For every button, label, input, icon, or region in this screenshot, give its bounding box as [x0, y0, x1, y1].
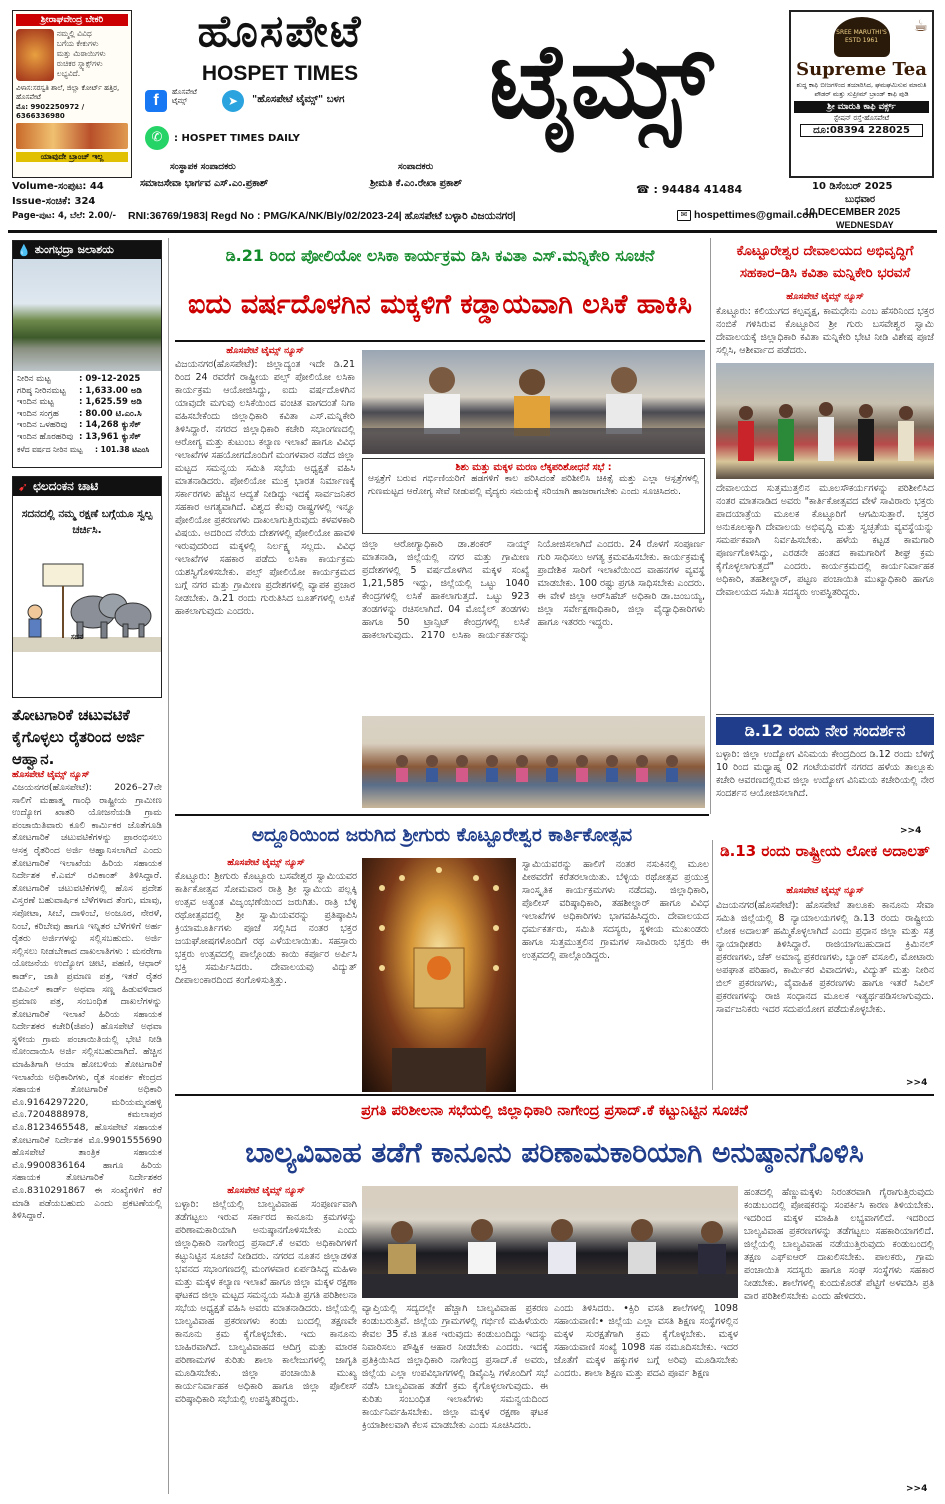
- lead-quote-body: ಆಸ್ಪತ್ರೆಗೆ ಬರುವ ಗರ್ಭಿಣಿಯರಿಗೆ ಹಡಗಳಿಗೆ ಕಾಲ ಪರಿಸಿದಂತೆ ಪರಿಶೀಲಿಸಿ ಚಿಕಿತ್ಸೆ ಮತ್ತು ಎಲ್ಲಾ ಆಸ್ಪತ್ರೆಗಳಲ್ಲಿ ಗುಣಮಟ್ಟದ ಆರೋಗ್ಯ ಸೇವೆ ನೀಡುವಲ್ಲಿ ವೈದ್ಯರು ಸಮಯಕ್ಕೆ ಸರಿಯಾಗಿ ಹಾಜರಾಗಬೇಕು ಎಂದು ಸೂಚಿಸಿದರು.: [368, 473, 699, 497]
- pages-price: Page-ಪುಟ: 4, ಬೆಲೆ: 2.00/-: [12, 211, 117, 221]
- telegram-icon[interactable]: ➤: [222, 90, 244, 112]
- bottom-headline: ಬಾಲ್ಯವಿವಾಹ ತಡೆಗೆ ಕಾನೂನು ಪರಿಣಾಮಕಾರಿಯಾಗಿ ಅನುಷ್ಠಾನಗೊಳಿಸಿ: [245, 1136, 864, 1169]
- left-story-headline: ತೋಟಗಾರಿಕೆ ಚಟುವಟಿಕೆ ಕೈಗೊಳ್ಳಲು ರೈತರಿಂದ ಅರ್ಜಿ ಆಹ್ವಾನ.: [12, 706, 145, 768]
- cartoon-title: [13, 477, 161, 496]
- lead-photo-hall: [362, 716, 705, 808]
- editor-name: ಶ್ರೀಮತಿ ಕೆ.ಎಂ.ರೇಖಾ ಪ್ರಕಾಶ್: [370, 178, 463, 189]
- founder-label: ಸಂಸ್ಥಾಪಕ ಸಂಪಾದಕರು: [170, 162, 236, 172]
- tea-address: ಸ್ಟೇಷನ್ ರಸ್ತೆ-ಹೊಸಪೇಟೆ: [833, 114, 890, 122]
- bottom-top-rule: [175, 1094, 934, 1096]
- festival-top-rule: [175, 814, 709, 816]
- dam-value: : 80.00 ಟಿ.ಎಂ.ಸಿ: [79, 408, 142, 419]
- cartoon-sign-text: ಸದನ: [70, 633, 84, 641]
- right-top-photo-temple: [716, 363, 934, 479]
- left-story: [12, 704, 162, 1494]
- lead-photo-meeting: [362, 350, 705, 454]
- cartoon-box: [12, 476, 162, 698]
- dam-label: ಇಂದಿನ ಸಂಗ್ರಹ: [17, 408, 59, 419]
- lead-story-col2: ಜಿಲ್ಲಾ ಆರೋಗ್ಯಾಧಿಕಾರಿ ಡಾ.ಶಂಕರ್ ನಾಯ್ಕ್ ಮಾತನಾಡಿ, ಜಿಲ್ಲೆಯಲ್ಲಿ ನಗರ ಮತ್ತು ಗ್ರಾಮೀಣ ಪ್ರದೇಶಗಳಲ್ಲಿ 5 ವರ್ಷದೊಳಗಿನ ಮಕ್ಕಳ ಸಂಖ್ಯೆ 1,21,585 ಇದ್ದು, ಜಿಲ್ಲೆಯಲ್ಲಿ ಒಟ್ಟು 1040 ಕೇಂದ್ರಗಳಲ್ಲಿ ಲಸಿಕೆ ಹಾಕಲಾಗುತ್ತದೆ. ಒಟ್ಟು 923 ತಂಡಗಳನ್ನು ರಚಿಸಲಾಗಿದೆ. 04 ಮೊಬೈಲ್ ತಂಡಗಳು ಹಾಗೂ 50 ಟ್ರಾನ್ಸಿಟ್ ಕೇಂದ್ರಗಳಲ್ಲಿ ಲಸಿಕೆ ಹಾಕಲಾಗುವುದು. 2170 ಲಸಿಕಾ ಕಾರ್ಯಕರ್ತರನ್ನು ನಿಯೋಜಿಸಲಾಗಿದೆ ಎಂದರು. 24 ರೊಳಗೆ ಸಂಪೂರ್ಣ ಗುರಿ ಸಾಧಿಸಲು ಅಗತ್ಯ ಕ್ರಮವಹಿಸಬೇಕು. ಕಾರ್ಯಕ್ರಮಕ್ಕೆ ಪ್ರಾದೇಶಿಕ ಸಾರಿಗೆ ಇಲಾಖೆಯಿಂದ ವಾಹನಗಳ ವ್ಯವಸ್ಥೆ ಮಾಡಬೇಕು. 100 ರಷ್ಟು ಪ್ರಗತಿ ಸಾಧಿಸಬೇಕು ಎಂದರು. ಈ ವೇಳೆ ಜಿಲ್ಲಾ ಆರ್‌ಸಿಹೆಚ್ ಅಧಿಕಾರಿ ಡಾ.ಜಂಬಯ್ಯ, ಜಿಲ್ಲಾ ಸರ್ವೇಕ್ಷಣಾಧಿಕಾರಿ, ಜಿಲ್ಲಾ ವೈದ್ಯಾಧಿಕಾರಿಗಳು ಹಾಗೂ ಇತರರು ಇದ್ದರು.: [362, 539, 705, 641]
- reg-line: RNI:36769/1983| Regd No : PMG/KA/NK/Bly/02/2023-24| ಹೊಸಪೇಟೆ ಬಳ್ಳಾರಿ ವಿಜಯನಗರ|: [128, 210, 516, 222]
- bottom-kicker: ಪ್ರಗತಿ ಪರಿಶೀಲನಾ ಸಭೆಯಲ್ಲಿ ಜಿಲ್ಲಾಧಿಕಾರಿ ನಾಗೇಂದ್ರ ಪ್ರಸಾದ್.ಕೆ ಕಟ್ಟುನಿಟ್ಟಿನ ಸೂಚನೆ: [361, 1103, 748, 1119]
- date-kannada: 10 ಡಿಸೆಂಬರ್ 2025: [812, 181, 893, 192]
- tea-brand: Supreme Tea: [796, 59, 927, 80]
- volume: Volume-ಸಂಪುಟ: 44: [12, 181, 104, 192]
- bottom-story-col4: ಹಂತದಲ್ಲಿ ಹೆಣ್ಣುಮಕ್ಕಳು ನಿರಂತರವಾಗಿ ಗೈರಾಗುತ್ತಿರುವುದು ಕಂಡುಬಂದಲ್ಲಿ ಪೋಷಕರನ್ನು ಸಂಪರ್ಕಿಸಿ ಕಾರಣ ತಿಳಿಯಬೇಕು. ಇದರಿಂದ ಮಕ್ಕಳ ಮಾಹಿತಿ ಲಭ್ಯವಾಗಲಿದೆ. ಇದರಿಂದ ಬಾಲ್ಯವಿವಾಹ ಪ್ರಕರಣಗಳನ್ನು ತಡೆಗಟ್ಟಲು ಸಹಕಾರಿಯಾಗಲಿದೆ. ಜಿಲ್ಲೆಯಲ್ಲಿ ಬಾಲ್ಯವಿವಾಹ ನಡೆಯುತ್ತಿರುವುದು ಕಂಡುಬಂದಲ್ಲಿ ತಕ್ಷಣ ಎಫ್‌ಐಆರ್ ದಾಖಲಿಸಬೇಕು. ಪಾಲಕರು, ಗ್ರಾಮ ಪಂಚಾಯಿತಿ ಸದಸ್ಯರು ಹಾಗೂ ಸಂಘ ಸಂಸ್ಥೆಗಳು ಸಹಕಾರ ನೀಡಬೇಕು. ಶಾಲೆಗಳಲ್ಲಿ ಕುಂದುಕೊರತೆ ಪೆಟ್ಟಿಗೆ ಅಳವಡಿಸಿ ಪ್ರತಿ ವಾರ ಪರಿಶೀಲಿಸಬೇಕು ಎಂದು ಹೇಳಿದರು.: [744, 1187, 934, 1302]
- editor-label: ಸಂಪಾದಕರು: [398, 162, 434, 172]
- whatsapp-text: : HOSPET TIMES DAILY: [174, 133, 300, 144]
- dam-label: ಇಂದಿನ ಮಟ್ಟ: [17, 397, 54, 408]
- festival-story-col1: ಕೊಟ್ಟೂರು: ಶ್ರೀಗುರು ಕೊಟ್ಟೂರು ಬಸವೇಶ್ವರ ಸ್ವಾಮಿಯವರ ಕಾರ್ತಿಕೋತ್ಸವ ಸೋಮವಾರ ರಾತ್ರಿ ಶ್ರೀ ಸ್ವಾಮಿಯ ಪಲ್ಲಕ್ಕಿ ಉತ್ಸವ ಅತ್ಯಂತ ವಿಜೃಂಭಣೆಯಿಂದ ಜರುಗಿತು. ರಾತ್ರಿ ಬೆಳ್ಳಿ ರಥೋತ್ಸವದಲ್ಲಿ ಶ್ರೀ ಸ್ವಾಮಿಯವರನ್ನು ಪ್ರತಿಷ್ಠಾಪಿಸಿ ಕ್ರಿಯಾಮೂರ್ತಿಗಳು ಪೂಜೆ ಸಲ್ಲಿಸಿದ ನಂತರ ಭಕ್ತರ ಜಯಘೋಷಗಳೊಂದಿಗೆ ರಥ ಎಳೆಯಲಾಯಿತು. ಸಹಸ್ರಾರು ಭಕ್ತರು ಉತ್ಸವದಲ್ಲಿ ಪಾಲ್ಗೊಂಡು ಕಾಯಿ ಕರ್ಪೂರ ಅರ್ಪಿಸಿ ಭಕ್ತಿ ಸಮರ್ಪಿಸಿದರು. ದೇವಾಲಯವು ವಿದ್ಯುತ್ ದೀಪಾಲಂಕಾರದಿಂದ ಕಂಗೊಳಿಸುತ್ತಿತ್ತು.: [175, 871, 357, 986]
- lead-story-col1: ವಿಜಯನಗರ(ಹೊಸಪೇಟೆ): ಜಿಲ್ಲಾದ್ಯಂತ ಇದೇ ಡಿ.21 ರಿಂದ 24 ರವರೆಗೆ ರಾಷ್ಟ್ರೀಯ ಪಲ್ಸ್ ಪೋಲಿಯೋ ಲಸಿಕಾ ಕಾರ್ಯಕ್ರಮ ಆಯೋಜಿಸಿದ್ದು, ಐದು ವರ್ಷದೊಳಗಿನ ಯಾವುದೇ ಮಗುವು ಲಸಿಕೆಯಿಂದ ವಂಚಿತ ವಾಗದಂತೆ ನಿಗಾ ವಹಿಸಬೇಕೆಂದು ಜಿಲ್ಲಾಧಿಕಾರಿ ಕವಿತಾ ಎಸ್.ಮನ್ನಿಕೇರಿ ತಿಳಿಸಿದ್ದಾರೆ. ನಗರದ ಜಿಲ್ಲಾಧಿಕಾರಿ ಕಚೇರಿ ಸಭಾಂಗಣದಲ್ಲಿ ಆರೋಗ್ಯ ಮತ್ತು ಕುಟುಂಬ ಕಲ್ಯಾಣ ಇಲಾಖೆ ಹಾಗೂ ವಿವಿಧ ಇಲಾಖೆಗಳ ಸಹಯೋಗದೊಂದಿಗೆ ಮಂಗಳವಾರ ನಡೆದ ಜಿಲ್ಲಾ ಮಟ್ಟದ ಸಮನ್ವಯ ಸಮಿತಿ ಸಭೆಯ ಅಧ್ಯಕ್ಷತೆ ವಹಿಸಿ ಮಾತನಾಡಿದರು. ಪೋಲಿಯೋ ಮುಕ್ತ ಭಾರತ ನಿರ್ಮಾಣಕ್ಕೆ ಸರ್ಕಾರಗಳು ಹೆಚ್ಚಿನ ಆದ್ಯತೆ ನೀಡಿದ್ದು ಇದಕ್ಕೆ ಸಾರ್ವಜನಿಕರ ಸಹಕಾರ ಅಗತ್ಯವಾಗಿದೆ. ವಿಶ್ವದ ಕೆಲವು ರಾಷ್ಟ್ರಗಳಲ್ಲಿ ಇನ್ನೂ ಪೋಲಿಯೋ ಪ್ರಕರಣಗಳು ದಾಖಲಾಗುತ್ತಿರುವುದು ಕಳವಳಕಾರಿ ವಿಷಯ. ಅದರಿಂದ ನೆರೆಯ ದೇಶಗಳಲ್ಲಿ ಪೋಲಿಯೋ ಹಾವಳಿ ಇರುವುದರಿಂದ ಮಕ್ಕಳಲ್ಲಿ ನಿರ್ಲಕ್ಷ್ಯ ಸಲ್ಲದು. ವಿವಿಧ ಇಲಾಖೆಗಳ ಸಹಕಾರ ಪಡೆದು ಲಸಿಕಾ ಕಾರ್ಯಕ್ರಮ ಯಶಸ್ವಿಗೊಳಿಸಬೇಕು. ಪಲ್ಸ್ ಪೋಲಿಯೋ ಕಾರ್ಯಕ್ರಮದ ಬಗ್ಗೆ ನಗರ ಮತ್ತು ಗ್ರಾಮೀಣ ಪ್ರದೇಶಗಳಲ್ಲಿ ವ್ಯಾಪಕ ಪ್ರಚಾರ ನೀಡಬೇಕು. ಡಿ.21 ರಂದು ಗುರುತಿಸಿದ ಬೂತ್‌ಗಳಲ್ಲಿ ಲಸಿಕೆ ಹಾಕಲಾಗುವುದು ಎಂದರು.: [175, 359, 355, 617]
- tea-brand-top: SREE MARUTHI'S: [836, 29, 887, 36]
- festival-headline: ಅದ್ದೂರಿಯಿಂದ ಜರುಗಿದ ಶ್ರೀಗುರು ಕೊಟ್ಟೂರೇಶ್ವರ ಕಾರ್ತಿಕೋತ್ಸವ: [251, 825, 633, 846]
- bottom-col1: [175, 1186, 357, 1494]
- bottom-story-col1: ಬಳ್ಳಾರಿ: ಜಿಲ್ಲೆಯಲ್ಲಿ ಬಾಲ್ಯವಿವಾಹ ಸಂಪೂರ್ಣವಾಗಿ ತಡೆಗಟ್ಟಲು ಇರುವ ಸರ್ಕಾರದ ಕಾನೂನು ಕ್ರಮಗಳನ್ನು ಪರಿಣಾಮಕಾರಿಯಾಗಿ ಅನುಷ್ಠಾನಗೊಳಿಸಬೇಕು ಎಂದು ಜಿಲ್ಲಾಧಿಕಾರಿ ನಾಗೇಂದ್ರ ಪ್ರಸಾದ್.ಕೆ ಅವರು ಅಧಿಕಾರಿಗಳಿಗೆ ಕಟ್ಟುನಿಟ್ಟಿನ ಸೂಚನೆ ನೀಡಿದರು. ನಗರದ ನೂತನ ಜಿಲ್ಲಾಡಳಿತ ಭವನದ ಸಭಾಂಗಣದಲ್ಲಿ ಮಂಗಳವಾರ ಏರ್ಪಡಿಸಿದ್ದ ಮಹಿಳಾ ಮತ್ತು ಮಕ್ಕಳ ಕಲ್ಯಾಣ ಇಲಾಖೆ ಹಾಗೂ ಜಿಲ್ಲಾ ಮಕ್ಕಳ ರಕ್ಷಣಾ ಘಟಕದ ಜಿಲ್ಲಾ ಮಟ್ಟದ ಸಮನ್ವಯ ಸಮಿತಿ ಪ್ರಗತಿ ಪರಿಶೀಲನಾ ಸಭೆಯ ಅಧ್ಯಕ್ಷತೆ ವಹಿಸಿ ಅವರು ಮಾತನಾಡಿದರು. ಜಿಲ್ಲೆಯಲ್ಲಿ ಬಾಲ್ಯವಿವಾಹ ಪ್ರಕರಣಗಳು ಕಂಡು ಬಂದಲ್ಲಿ ತಕ್ಷಣವೇ ಕಾನೂನು ಕ್ರಮ ಕೈಗೊಳ್ಳಬೇಕು. ಇದು ಕಾನೂನು ಬಾಹಿರವಾಗಿದೆ. ಬಾಲ್ಯವಿವಾಹದ ಆದಿಗ್ರ ಮತ್ತು ಮಾರಕ ಪರಿಣಾಮಗಳ ಕುರಿತು ಶಾಲಾ ಕಾಲೇಜುಗಳಲ್ಲಿ ಜಾಗೃತಿ ಮೂಡಿಸಬೇಕು. ಜಿಲ್ಲಾ ಪಂಚಾಯಿತಿ ಮುಖ್ಯ ಕಾರ್ಯನಿರ್ವಾಹಕ ಅಧಿಕಾರಿ ಹಾಗೂ ಜಿಲ್ಲಾ ಪೊಲೀಸ್ ವರಿಷ್ಠಾಧಿಕಾರಿ ಸಭೆಯಲ್ಲಿ ಉಪಸ್ಥಿತರಿದ್ದರು.: [175, 1199, 357, 1405]
- water-drop-icon: 💧: [17, 243, 31, 257]
- festival-photo-chariot: [362, 858, 516, 1092]
- ad-left-bakery: [12, 10, 132, 178]
- right-top-byline: ಹೊಸಪೇಟೆ ಟೈಮ್ಸ್ ನ್ಯೂಸ್: [786, 292, 864, 302]
- festival-col1: [175, 858, 357, 1090]
- dam-value: : 13,961 ಕ್ಯುಸೆಕ್: [79, 431, 141, 442]
- masthead-email[interactable]: hospettimes@gmail.com: [694, 209, 819, 221]
- ad-left-phone: ಮೊ: 9902250972 / 6366336980: [16, 103, 85, 120]
- center-right-divider: [710, 238, 711, 814]
- left-story-byline: ಹೊಸಪೇಟೆ ಟೈಮ್ಸ್ ನ್ಯೂಸ್: [12, 770, 90, 780]
- dec13-headline: ಡಿ.13 ರಂದು ರಾಷ್ಟ್ರೀಯ ಲೋಕ ಅದಾಲತ್: [720, 842, 930, 860]
- founder-name: ಸಮಾಜಸೇವಾ ಭಾರ್ಗವ ಎಸ್.ಎಂ.ಪ್ರಕಾಶ್: [140, 178, 269, 189]
- lead-story-headline: ಐದು ವರ್ಷದೊಳಗಿನ ಮಕ್ಕಳಿಗೆ ಕಡ್ಡಾಯವಾಗಿ ಲಸಿಕೆ ಹಾಕಿಸಿ: [188, 289, 692, 320]
- right-top-body-top: ಕೊಟ್ಟೂರು: ಕಲಿಯುಗದ ಕಲ್ಪವೃಕ್ಷ, ಕಾಮಧೇನು ಎಂಬ ಹೆಸರಿನಿಂದ ಭಕ್ತರ ನಂಬಿಕೆ ಗಳಿಸಿರುವ ಕೊಟ್ಟೂರಿನ ಶ್ರೀ ಗುರು ಬಸವೇಶ್ವರ ಸ್ವಾಮಿ ದೇವಾಲಯಕ್ಕೆ ಜಿಲ್ಲಾಧಿಕಾರಿ ಕವಿತಾ ಮನ್ನಿಕೇರಿ ಭೇಟಿ ನೀಡಿ ವಿಶೇಷ ಪೂಜೆ ಸಲ್ಲಿಸಿ, ಆಶೀರ್ವಾದ ಪಡೆದರು.: [716, 306, 934, 356]
- dam-label: ಇಂದಿನ ಹೊರಹರಿವು: [17, 431, 74, 442]
- mail-icon: ✉: [677, 210, 691, 221]
- masthead-kannada-name-1: ಹೊಸಪೇಟೆ: [197, 6, 363, 57]
- lead-story-kicker: ಡಿ.21 ರಿಂದ ಪೋಲಿಯೋ ಲಸಿಕಾ ಕಾರ್ಯಕ್ರಮ ಡಿಸಿ ಕವಿತಾ ಎಸ್.ಮನ್ನಿಕೇರಿ ಸೂಚನೆ: [225, 246, 655, 265]
- dam-title: [13, 241, 161, 259]
- ad-left-footer: ಯಾವುದೇ ಬ್ರಾಂಚ್ ಇಲ್ಲ: [16, 152, 128, 162]
- dam-label: ಗರಿಷ್ಠ ನೀರಿನಮಟ್ಟ: [17, 385, 66, 396]
- dec13-continued[interactable]: >>4: [906, 1078, 928, 1088]
- bottom-story-col3: ಎಂದು ತಿಳಿಸಿದರು. •ಕ್ಸಿರಿ ವಸತಿ ಶಾಲೆಗಳಲ್ಲಿ 1098 ಸಹಾಯವಾಣಿ:• ಜಿಲ್ಲೆಯ ಎಲ್ಲಾ ವಸತಿ ಶಿಕ್ಷಣ ಸಂಸ್ಥೆಗಳಲ್ಲಿನ ಮಕ್ಕಳ ಸುರಕ್ಷತೆಗಾಗಿ ಕ್ರಮ ಕೈಗೊಳ್ಳಬೇಕು. ಮಕ್ಕಳ ಸಹಾಯವಾಣಿ ಸಂಖ್ಯೆ 1098 ಸಹ ನಮೂದಿಸಬೇಕು. ಇದರ ಜೊತೆಗೆ ಮಕ್ಕಳ ಹಕ್ಕುಗಳ ಬಗ್ಗೆ ಅರಿವು ಮೂಡಿಸಬೇಕು ಎಂದರು. ಶಾಲಾ ಶಿಕ್ಷಣ ಮತ್ತು ಪದವಿ ಪೂರ್ವ ಶಿಕ್ಷಣ: [554, 1303, 738, 1379]
- dam-label: ಇಂದಿನ ಒಳಹರಿವು: [17, 420, 68, 431]
- left-col-divider: [168, 238, 169, 1494]
- tea-brand-since: ESTD 1961: [844, 37, 879, 44]
- dam-value: : 09-12-2025: [79, 374, 141, 384]
- cartoon-caption: ಸದನದಲ್ಲಿ ನಮ್ಮ ರಕ್ಷಣೆ ಬಗ್ಗೆಯೂ ಸ್ವಲ್ಪ ಚರ್ಚಿಸಿ.: [21, 508, 153, 536]
- dam-label: ಕಳೆದ ವರ್ಷದ ನೀರಿನ ಮಟ್ಟ: [17, 444, 83, 454]
- date-english: 10 DECEMBER 2025: [804, 207, 901, 218]
- cartoon-title-text: ಛಲದಂಕನ ಚಾಟಿ: [33, 479, 99, 493]
- lead-quote-box: [362, 458, 705, 534]
- facebook-label: ಹೊಸಪೇಟೆ ಟೈಮ್ಸ್: [172, 88, 197, 105]
- day-kannada: ಬುಧವಾರ: [845, 194, 876, 205]
- right-top-body-bottom: ದೇವಾಲಯದ ಸುತ್ತಮುತ್ತಲಿನ ಮೂಲಸೌಕರ್ಯಗಳನ್ನು ಪರಿಶೀಲಿಸಿದ ನಂತರ ಮಾತನಾಡಿದ ಅವರು "ಕಾರ್ತಿಕೋತ್ಸವದ ವೇಳೆ ಸಾವಿರಾರು ಭಕ್ತರು ಪಾದಯಾತ್ರೆಯ ಮೂಲಕ ಕೊಟ್ಟೂರಿಗೆ ಆಗಮಿಸುತ್ತಾರೆ. ಭಕ್ತರ ಅನುಕೂಲಕ್ಕಾಗಿ ದೇವಾಲಯ ಅಭಿವೃದ್ಧಿ ಮತ್ತು ಸ್ವಚ್ಛತೆಯ ವ್ಯವಸ್ಥೆಯನ್ನು ಸಮರ್ಪಕವಾಗಿ ನಿರ್ವಹಿಸಬೇಕು. ಹಳೆಯ ಕಟ್ಟಡ ಕಾಮಗಾರಿ ಪೂರ್ಣಗೊಳಿಸಿದ್ದು, ಎರಡನೇ ಹಂತದ ಕಾಮಗಾರಿಗೆ ಶೀಘ್ರ ಕ್ರಮ ಕೈಗೊಳ್ಳಲಾಗುತ್ತದೆ" ಎಂದರು. ಕಾರ್ಯಕ್ರಮದಲ್ಲಿ ಕಾರ್ಯನಿರ್ವಾಹಕ ಅಧಿಕಾರಿ, ತಹಶೀಲ್ದಾರ್, ಪಟ್ಟಣ ಪಂಚಾಯಿತಿ ಮುಖ್ಯಾಧಿಕಾರಿ ಹಾಗೂ ದೇವಾಲಯದ ಸಮಿತಿ ಸದಸ್ಯರು ಉಪಸ್ಥಿತರಿದ್ದರು.: [716, 483, 934, 598]
- lead-quote-title: ಶಿಶು ಮತ್ತು ಮಕ್ಕಳ ಮರಣ ಲೆಕ್ಕಪರಿಶೋಧನೆ ಸಭೆ :: [455, 462, 612, 473]
- ad-left-line: ಮತ್ತು ಮಿಠಾಯಿಗಳು: [56, 49, 106, 58]
- facebook-icon[interactable]: f: [145, 90, 167, 112]
- tea-cup-icon: ☕: [913, 16, 928, 35]
- dam-title-text: ತುಂಗಭದ್ರಾ ಜಲಾಶಯ: [34, 243, 114, 256]
- festival-byline: ಹೊಸಪೇಟೆ ಟೈಮ್ಸ್ ನ್ಯೂಸ್: [227, 858, 305, 868]
- whatsapp-icon[interactable]: ✆: [145, 126, 169, 150]
- dec12-headline: ಡಿ.12 ರಂದು ನೇರ ಸಂದರ್ಶನ: [716, 717, 934, 745]
- whip-icon: ➹: [18, 479, 29, 494]
- festival-dec13-divider: [712, 840, 713, 1090]
- ad-left-title: ಶ್ರೀರಾಘವೇಂದ್ರ ಬೇಕರಿ: [16, 14, 128, 26]
- tea-phone: ದೂ:08394 228025: [800, 124, 923, 137]
- masthead-english-name: HOSPET TIMES: [201, 62, 359, 85]
- masthead-phone: ☎ : 94484 41484: [636, 183, 743, 196]
- day-english: WEDNESDAY: [836, 220, 894, 230]
- tea-shop: ಶ್ರೀ ಮಾರುತಿ ಕಾಫಿ ವರ್ಕ್ಸ್: [794, 101, 929, 113]
- lead-rule: [175, 340, 705, 342]
- dam-photo: [13, 259, 161, 371]
- dam-value: : 14,268 ಕ್ಯುಸೆಕ್: [79, 420, 141, 431]
- ad-left-line: ರುಚಿಕರ ಸ್ನ್ಯಾಕ್ಸ್‌ಗಳು ಲಭ್ಯವಿದೆ.: [56, 59, 103, 78]
- dam-label: ನೀರಿನ ಮಟ್ಟ: [17, 374, 51, 384]
- bottom-story-col2: ವ್ಯಾಪ್ತಿಯಲ್ಲಿ ಸದ್ಯದಲ್ಲೇ ಹೆಚ್ಚಾಗಿ ಬಾಲ್ಯವಿವಾಹ ಪ್ರಕರಣ ಕಂಡುಬರುತ್ತಿವೆ. ಜಿಲ್ಲೆಯ ಗ್ರಾಮಗಳಲ್ಲಿ ಗರ್ಭಿಣಿ ಮಹಿಳೆಯರು ಕೇವಲ 35 ಕೆ.ಜಿ ತೂಕ ಇರುವುದು ಕಂಡುಬಂದಿದ್ದು ಇದನ್ನು ನಿವಾರಿಸಲು ಪೌಷ್ಟಿಕ ಆಹಾರ ನೀಡಬೇಕು ಎಂದರು. ಇದಕ್ಕೆ ಪ್ರತಿಕ್ರಿಯಿಸಿದ ಜಿಲ್ಲಾಧಿಕಾರಿ ನಾಗೇಂದ್ರ ಪ್ರಸಾದ್.ಕೆ ಅವರು, ಜಿಲ್ಲೆಯ ಎಲ್ಲಾ ಉಪವಿಭಾಗಗಳಲ್ಲಿ ಡಿವೈಎಸ್ಪಿ ಗಳೊಂದಿಗೆ ಸಭೆ ನಡೆಸಿ ಬಾಲ್ಯವಿವಾಹ ತಡೆಗೆ ಕ್ರಮ ಕೈಗೊಳ್ಳಲಾಗುವುದು. ಈ ಕುರಿತು ಸಂಬಂಧಿತ ಇಲಾಖೆಗಳು ಸಮನ್ವಯದಿಂದ ಕಾರ್ಯನಿರ್ವಹಿಸಬೇಕು. ಜಿಲ್ಲಾ ಮಕ್ಕಳ ರಕ್ಷಣಾ ಘಟಕ ಕ್ರಿಯಾಶೀಲವಾಗಿ ಕೆಲಸ ಮಾಡಬೇಕು ಎಂದು ಸೂಚಿಸಿದರು.: [362, 1303, 548, 1431]
- bottom-continued[interactable]: >>4: [906, 1484, 928, 1494]
- ad-left-sweets-photo: [16, 123, 128, 149]
- lead-story-byline: ಹೊಸಪೇಟೆ ಟೈಮ್ಸ್ ನ್ಯೂಸ್: [226, 346, 304, 356]
- dam-value: : 1,625.59 ಅಡಿ: [79, 397, 142, 408]
- tea-logo: [834, 17, 890, 57]
- bottom-photo-meeting: [362, 1186, 738, 1298]
- right-top-headline: ಕೊಟ್ಟೂರೇಶ್ವರ ದೇವಾಲಯದ ಅಭಿವೃದ್ಧಿಗೆ ಸಹಕಾರ–ಡಿಸಿ ಕವಿತಾ ಮನ್ನಿಕೇರಿ ಭರವಸೆ: [736, 243, 914, 281]
- left-story-body: ವಿಜಯನಗರ(ಹೊಸಪೇಟೆ): 2026–27ನೇ ಸಾಲಿಗೆ ಮಹಾತ್ಮ ಗಾಂಧಿ ರಾಷ್ಟ್ರೀಯ ಗ್ರಾಮೀಣ ಉದ್ಯೋಗ ಖಾತರಿ ಯೋಜನೆಯಡಿ ಗ್ರಾಮ ಪಂಚಾಯಿತಿವಾರು ಕೂಲಿ ಕಾರ್ಮಿಕರ ಜೊತೆಗೂಡಿ ತೋಟಗಾರಿಕೆ ಚಟುವಟಿಕೆಗಳನ್ನು ಪ್ರಾರಂಭಿಸಲು ಆಸಕ್ತ ರೈತರಿಂದ ಅರ್ಜಿ ಆಹ್ವಾನಿಸಲಾಗಿದೆ ಎಂದು ತೋಟಗಾರಿಕೆ ಇಲಾಖೆಯ ಹಿರಿಯ ಸಹಾಯಕ ನಿರ್ದೇಶಕ ಕೆ.ಎಮ್ ರವಿಕಾಂತ್ ತಿಳಿಸಿದ್ದಾರೆ. ತೋಟಗಾರಿಕೆ ಚಟುವಟಿಕೆಗಳಲ್ಲಿ ಹೊಸ ಪ್ರದೇಶ ವಿಸ್ತರಣೆ ಬಹುವಾರ್ಷಿಕ ಬೆಳೆಗಳಾದ ತೆಂಗು, ಮಾವು, ಸಪೋಟಾ, ಸೀಬೆ, ದಾಳಿಂಬೆ, ಅಂಜೂರ, ನೇರಳೆ, ನಿಂಬೆ, ಕರಿಬೇವು ಹಾಗೂ ಇನ್ನಿತರ ಬೆಳೆಗಳಿಗೆ ಅರ್ಹ ರೈತರು ಅರ್ಜಿಗಳನ್ನು ಸಲ್ಲಿಸಬಹುದು. ಅರ್ಜಿ ಸಲ್ಲಿಸಲು ನೀಡಬೇಕಾದ ದಾಖಲಾತಿಗಳು : ಮನರೇಗಾ ಯೋಜನೆಯ ಉದ್ಯೋಗ ಚೀಟಿ, ಪಹಣಿ, ಆಧಾರ್ ಕಾರ್ಡ್, ಜಾತಿ ಪ್ರಮಾಣ ಪತ್ರ, ಇತರೆ ರೈತರ ಬಿಪಿಎಲ್ ಕಾರ್ಡ್ ಅಥವಾ ಸಣ್ಣ ಹಿಡುವಳಿದಾರ ಪ್ರಮಾಣ ಪತ್ರ, ಸಂಬಂಧಿತ ದಾಖಲೆಗಳನ್ನು ತೋಟಗಾರಿಕೆ ಇಲಾಖೆ ಹಿರಿಯ ಸಹಾಯಕ ನಿರ್ದೇಶಕರ ಕಚೇರಿ(ಜಿಪಂ) ಹೊಸಪೇಟೆ ಅಥವಾ ಸ್ಥಳೀಯ ಗ್ರಾಮ ಪಂಚಾಯಿತಿಯಲ್ಲಿ ಭೇಟಿ ನೀಡಿ ನೋಂದಾಯಿಸಿ ಅರ್ಜಿ ಸಲ್ಲಿಸಬಹುದಾಗಿದೆ. ಹೆಚ್ಚಿನ ಮಾಹಿತಿಗಾಗಿ ಆಯಾ ಹೋಬಳಿಯ ತೋಟಗಾರಿಕೆ ಇಲಾಖೆಯ ಅಧಿಕಾರಿಗಳು, ರೈತ ಸಂಪರ್ಕ ಕೇಂದ್ರದ ಸಹಾಯಕ ತೋಟಗಾರಿಕೆ ಅಧಿಕಾರಿ ಮೊ.9164297220, ಮರಿಯಮ್ಮನಹಳ್ಳಿ ಮೊ.7204888978, ಕಮಲಾಪುರ ಮೊ.8123465548, ಹೊಸಪೇಟೆ ಸಹಾಯಕ ತೋಟಗಾರಿಕೆ ನಿರ್ದೇಶಕ ಮೊ.9901555690 ಹೊಸಪೇಟೆ ತಾಂತ್ರಿಕ ಸಹಾಯಕ ಮೊ.9900836164 ಹಾಗೂ ಹಿರಿಯ ಸಹಾಯಕ ತೋಟಗಾರಿಕೆ ನಿರ್ದೇಶಕರ ಮೊ.8310291867 ಈ ಸಂಖ್ಯೆಗಳಿಗೆ ಕರೆ ಮಾಡಿ ಪಡೆಯಬಹುದು ಎಂದು ಪ್ರಕಟಣೆಯಲ್ಲಿ ತಿಳಿಸಿದ್ದಾರೆ.: [12, 782, 162, 1222]
- ad-left-logo: [16, 29, 54, 81]
- masthead-rule: [8, 230, 937, 233]
- festival-story-col2: ಸ್ವಾಮಿಯವರನ್ನು ಹಾಲಿಗೆ ನಂತರ ನಸುಕಿನಲ್ಲಿ ಮೂಲ ಪೀಠವರೆಗೆ ಕರೆತರಲಾಯಿತು. ಬೆಳ್ಳಿಯ ರಥೋತ್ಸವ ಪ್ರಯುಕ್ತ ಸಾಂಸ್ಕೃತಿಕ ಕಾರ್ಯಕ್ರಮಗಳು ನಡೆದವು. ಜಿಲ್ಲಾಧಿಕಾರಿ, ಪೊಲೀಸ್ ವರಿಷ್ಠಾಧಿಕಾರಿ, ತಹಶೀಲ್ದಾರ್ ಹಾಗೂ ವಿವಿಧ ಇಲಾಖೆಗಳ ಅಧಿಕಾರಿಗಳು ಭಾಗವಹಿಸಿದ್ದರು. ದೇವಾಲಯದ ಧರ್ಮಕರ್ತರು, ಸಮಿತಿ ಸದಸ್ಯರು, ಸ್ಥಳೀಯ ಮುಖಂಡರು ಹಾಗೂ ಸುತ್ತಮುತ್ತಲಿನ ಗ್ರಾಮಗಳ ಸಾವಿರಾರು ಭಕ್ತರು ಈ ಉತ್ಸವದಲ್ಲಿ ಪಾಲ್ಗೊಂಡಿದ್ದರು.: [522, 859, 709, 961]
- issue: Issue-ಸಂಚಿಕೆ: 324: [12, 196, 96, 207]
- dec12-body: ಬಳ್ಳಾರಿ: ಜಿಲ್ಲಾ ಉದ್ಯೋಗ ವಿನಿಮಯ ಕೇಂದ್ರದಿಂದ ಡಿ.12 ರಂದು ಬೆಳಿಗ್ಗೆ 10 ರಿಂದ ಮಧ್ಯಾಹ್ನ 02 ಗಂಟೆಯವರೆಗೆ ನಗರದ ಹಳೆಯ ತಾಲ್ಲೂಕು ಕಚೇರಿ ಆವರಣದಲ್ಲಿರುವ ಜಿಲ್ಲಾ ಉದ್ಯೋಗ ವಿನಿಮಯ ಕಚೇರಿಯಲ್ಲಿ ನೇರ ಸಂದರ್ಶನ ಆಯೋಜಿಸಲಾಗಿದೆ.: [716, 749, 934, 799]
- dam-box: [12, 240, 162, 468]
- dec12-top-rule: [716, 714, 934, 715]
- ad-left-line: ಬಗೆಯ ಕೇಕುಗಳು: [56, 39, 99, 48]
- dec13-byline: ಹೊಸಪೇಟೆ ಟೈಮ್ಸ್ ನ್ಯೂಸ್: [786, 886, 864, 896]
- ad-left-address: ವಿಳಾಸ:ಸರಸ್ವತಿ ಶಾಲೆ, ಜಿಲ್ಲಾ ಕೋರ್ಟ್ ಹತ್ತಿರ, ಹೊಸಪೇಟೆ: [16, 84, 120, 101]
- social-text: "ಹೊಸಪೇಟೆ ಟೈಮ್ಸ್" ಬಳಗ: [252, 94, 345, 105]
- dam-value: : 101.38 ಟಿಎಂಸಿ: [95, 444, 150, 454]
- tea-desc: ಶುದ್ಧ ಕಾಫಿ ಬೀಜಗಳಿಂದ ತಯಾರಿಸಿದ, ಘಮಘಮಿಸುವ ಮಾರುತಿ ಪೌಡರ್ ಮತ್ತು ಸುಪ್ರೀಮ್ ಬ್ರಾಂಡ್ ಕಾಫಿ ಪುಡಿ: [796, 81, 927, 98]
- ad-right-tea: [789, 10, 934, 178]
- masthead-kannada-name-2: ಟೈಮ್ಸ್: [489, 20, 711, 142]
- dec13-body: ವಿಜಯನಗರ(ಹೊಸಪೇಟೆ): ಹೊಸಪೇಟೆ ತಾಲೂಕು ಕಾನೂನು ಸೇವಾ ಸಮಿತಿ ಜಿಲ್ಲೆಯಲ್ಲಿ 8 ನ್ಯಾಯಾಲಯಗಳಲ್ಲಿ ಡಿ.13 ರಂದು ರಾಷ್ಟ್ರೀಯ ಲೋಕ ಅದಾಲತ್ ಹಮ್ಮಿಕೊಳ್ಳಲಾಗಿದೆ ಎಂದು ಪ್ರಧಾನ ಜಿಲ್ಲಾ ಮತ್ತು ಸತ್ರ ನ್ಯಾಯಾಧೀಶರು ತಿಳಿಸಿದ್ದಾರೆ. ರಾಜಿಯಾಗಬಹುದಾದ ಕ್ರಿಮಿನಲ್ ಪ್ರಕರಣಗಳು, ಚೆಕ್ ಅಮಾನ್ಯ ಪ್ರಕರಣಗಳು, ಬ್ಯಾಂಕ್ ವಸೂಲಿ, ಮೋಟಾರು ಅಪಘಾತ ಪರಿಹಾರ, ಕಾರ್ಮಿಕರ ವಿವಾದಗಳು, ವಿದ್ಯುತ್ ಮತ್ತು ನೀರಿನ ಬಿಲ್ ಪ್ರಕರಣಗಳು, ವೈವಾಹಿಕ ಪ್ರಕರಣಗಳು ಹಾಗೂ ಇತರೆ ಸಿವಿಲ್ ಪ್ರಕರಣಗಳನ್ನು ರಾಜಿ ಸಂಧಾನದ ಮೂಲಕ ಇತ್ಯರ್ಥಪಡಿಸಲಾಗುವುದು. ಸಾರ್ವಜನಿಕರು ಇದರ ಸದುಪಯೋಗ ಪಡೆದುಕೊಳ್ಳಬೇಕು.: [716, 900, 934, 1015]
- lead-col1: [175, 346, 355, 806]
- bottom-byline: ಹೊಸಪೇಟೆ ಟೈಮ್ಸ್ ನ್ಯೂಸ್: [227, 1186, 305, 1196]
- dam-value: : 1,633.00 ಅಡಿ: [79, 385, 142, 396]
- ad-left-line: ನಮ್ಮಲ್ಲಿ ವಿವಿಧ: [56, 29, 92, 38]
- dec12-continued[interactable]: >>4: [900, 826, 922, 836]
